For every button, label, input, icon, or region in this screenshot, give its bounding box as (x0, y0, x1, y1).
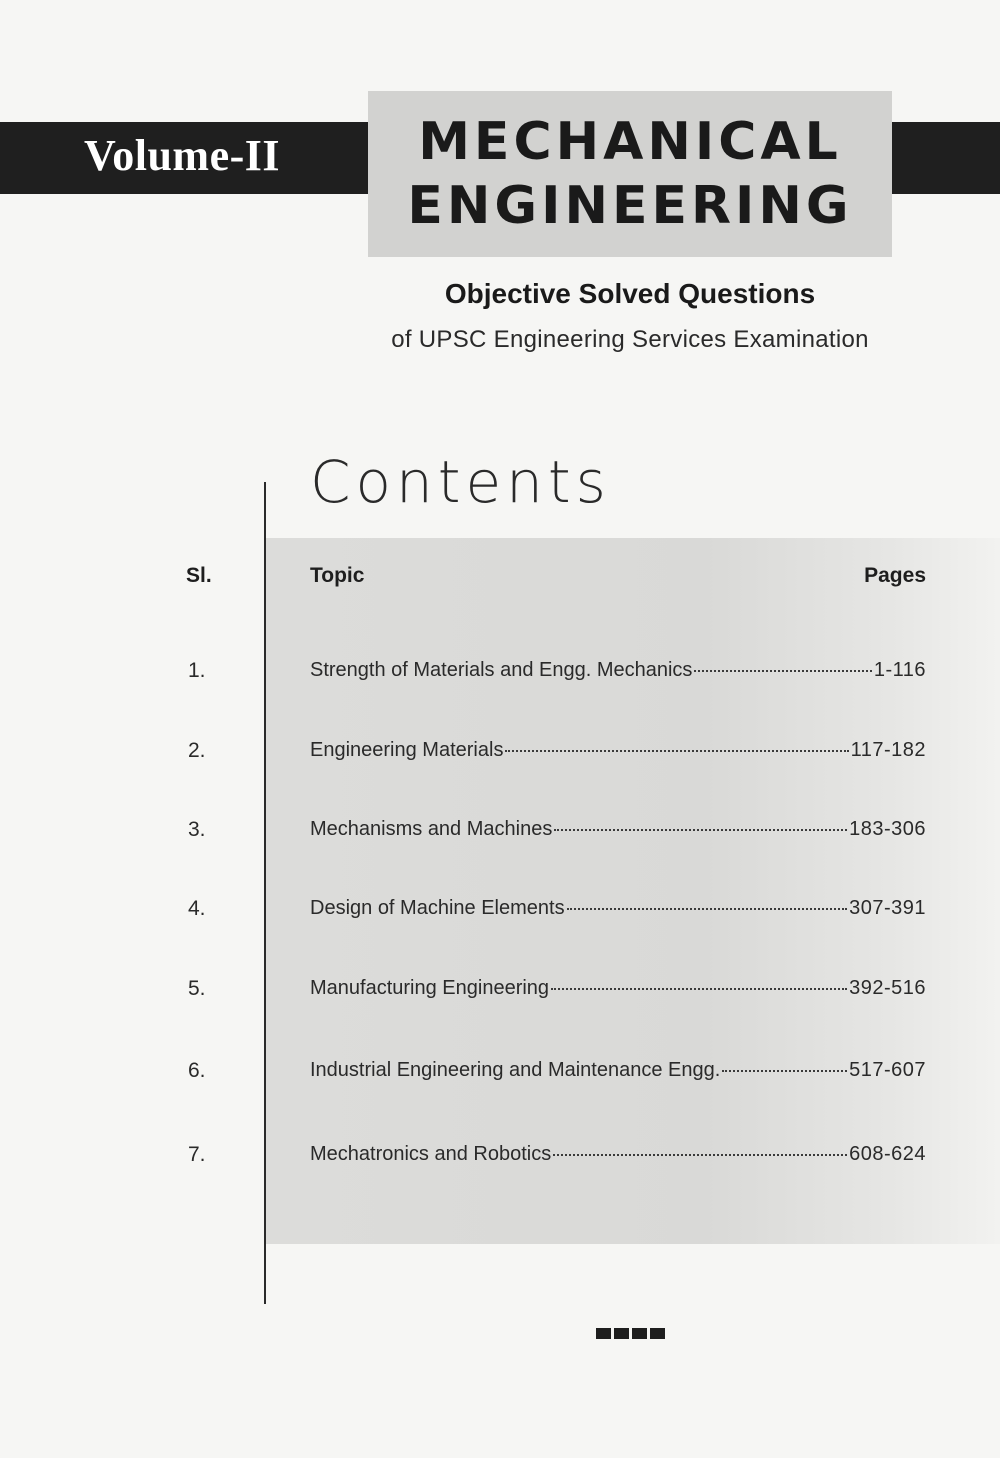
subtitle: Objective Solved Questions (444, 278, 816, 309)
column-header-sl: Sl. (186, 564, 212, 587)
row-topic: Design of Machine Elements (310, 897, 565, 919)
row-number: 5. (188, 977, 206, 1000)
dot-leader (554, 829, 847, 831)
subtitle-secondary: of UPSC Engineering Services Examination (391, 326, 869, 353)
row-number: 6. (188, 1059, 206, 1082)
row-topic: Manufacturing Engineering (310, 977, 550, 999)
row-entry (310, 1143, 926, 1166)
row-topic: Engineering Materials (310, 739, 504, 761)
row-entry (310, 818, 926, 841)
end-mark-block (614, 1328, 629, 1339)
dot-leader (694, 670, 871, 672)
row-topic: Strength of Materials and Engg. Mechanics (310, 659, 693, 681)
row-pages: 117-182 (850, 739, 926, 761)
dot-leader (722, 1070, 847, 1072)
dot-leader (553, 1154, 847, 1156)
row-pages: 608-624 (849, 1143, 926, 1165)
column-header-topic: Topic (310, 564, 365, 587)
contents-heading: Contents (310, 448, 611, 516)
end-mark-block (632, 1328, 647, 1339)
contents-row (0, 977, 1000, 1007)
contents-row (0, 1059, 1000, 1089)
title-line-1: MECHANICAL (418, 112, 842, 172)
row-topic: Mechatronics and Robotics (310, 1143, 552, 1165)
contents-row (0, 897, 1000, 927)
end-mark-block (650, 1328, 665, 1339)
row-entry (310, 977, 926, 1000)
row-pages: 307-391 (849, 897, 926, 919)
row-entry (310, 897, 926, 920)
contents-row (0, 739, 1000, 769)
row-entry (310, 1059, 926, 1082)
contents-row (0, 659, 1000, 689)
row-pages: 392-516 (849, 977, 926, 999)
row-number: 2. (188, 739, 206, 762)
title-box (368, 91, 892, 257)
dot-leader (551, 988, 847, 990)
row-topic: Industrial Engineering and Maintenance Engg. (310, 1059, 721, 1081)
row-pages: 517-607 (849, 1059, 926, 1081)
dot-leader (567, 908, 848, 910)
title-line-2: ENGINEERING (407, 176, 853, 236)
row-number: 7. (188, 1143, 206, 1166)
contents-row (0, 818, 1000, 848)
end-mark (596, 1328, 665, 1339)
row-pages: 1-116 (873, 659, 926, 681)
row-topic: Mechanisms and Machines (310, 818, 553, 840)
row-entry (310, 659, 926, 682)
column-header-pages: Pages (864, 564, 926, 587)
row-entry (310, 739, 926, 762)
row-pages: 183-306 (849, 818, 926, 840)
row-number: 3. (188, 818, 206, 841)
contents-panel (266, 538, 1000, 1244)
row-number: 4. (188, 897, 206, 920)
row-number: 1. (188, 659, 206, 682)
volume-label: Volume-II (84, 131, 281, 180)
contents-row (0, 1143, 1000, 1173)
dot-leader (505, 750, 848, 752)
end-mark-block (596, 1328, 611, 1339)
